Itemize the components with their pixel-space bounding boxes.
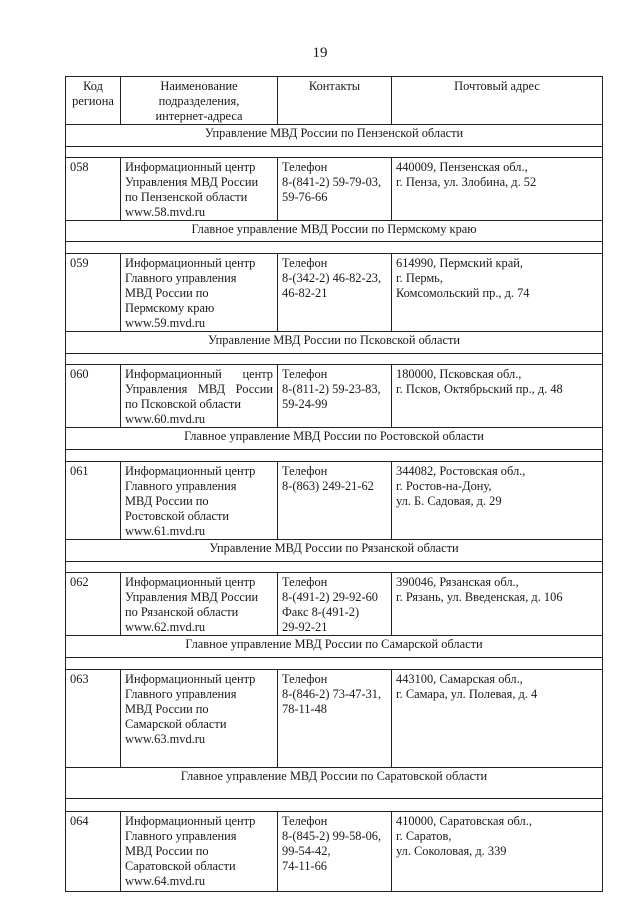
table-row [66, 462, 603, 540]
section-spacer-row [66, 450, 603, 462]
section-spacer-row [66, 562, 603, 573]
table-header-row [66, 77, 603, 125]
table-row [66, 670, 603, 768]
region-code-cell: 061 [66, 462, 121, 540]
contacts-cell: Телефон 8-(846-2) 73-47-31, 78-11-48 [278, 670, 392, 768]
section-title: Управление МВД России по Псковской области [66, 332, 603, 354]
postal-address-cell: 410000, Саратовская обл., г. Саратов, ул. Соколовая, д. 339 [392, 812, 603, 892]
section-title-row [66, 428, 603, 450]
postal-address-cell: 440009, Пензенская обл., г. Пенза, ул. Злобина, д. 52 [392, 158, 603, 221]
contacts-cell: Телефон 8-(841-2) 59-79-03, 59-76-66 [278, 158, 392, 221]
region-code-cell: 063 [66, 670, 121, 768]
section-spacer [66, 658, 603, 670]
unit-name-cell: Информационный центр Управления МВД России по Рязанской области www.62.mvd.ru [121, 573, 278, 636]
section-spacer-row [66, 147, 603, 158]
page-number: 19 [312, 45, 328, 61]
contacts-cell: Телефон 8-(845-2) 99-58-06, 99-54-42, 74-11-66 [278, 812, 392, 892]
contacts-cell: Телефон 8-(811-2) 59-23-83, 59-24-99 [278, 365, 392, 428]
section-spacer [66, 562, 603, 573]
section-spacer [66, 354, 603, 365]
section-title-row [66, 768, 603, 799]
section-spacer [66, 242, 603, 254]
contacts-cell: Телефон 8-(491-2) 29-92-60 Факс 8-(491-2) 29-92-21 [278, 573, 392, 636]
postal-address-cell: 180000, Псковская обл., г. Псков, Октябрьский пр., д. 48 [392, 365, 603, 428]
unit-name-cell: Информационный центр Главного управления МВД России по Ростовской области www.61.mvd.ru [121, 462, 278, 540]
region-code-cell: 064 [66, 812, 121, 892]
table-row [66, 573, 603, 636]
section-spacer [66, 799, 603, 812]
column-header-address: Почтовый адрес [392, 77, 603, 125]
column-header-contacts: Контакты [278, 77, 392, 125]
unit-name-cell: Информационный центр Главного управления МВД России по Самарской области www.63.mvd.ru [121, 670, 278, 768]
postal-address-cell: 390046, Рязанская обл., г. Рязань, ул. Введенская, д. 106 [392, 573, 603, 636]
section-spacer-row [66, 242, 603, 254]
unit-name-cell: Информационный центр Главного управления МВД России по Саратовской области www.64.mvd.ru [121, 812, 278, 892]
section-title: Управление МВД России по Рязанской области [66, 540, 603, 562]
unit-name-cell: Информационный центр Главного управления МВД России по Пермскому краю www.59.mvd.ru [121, 254, 278, 332]
contacts-cell: Телефон 8-(342-2) 46-82-23, 46-82-21 [278, 254, 392, 332]
contacts-cell: Телефон 8-(863) 249-21-62 [278, 462, 392, 540]
section-title: Главное управление МВД России по Саратовской области [66, 768, 603, 799]
section-title: Главное управление МВД России по Самарской области [66, 636, 603, 658]
section-spacer [66, 450, 603, 462]
table-row [66, 254, 603, 332]
section-spacer-row [66, 658, 603, 670]
region-code-cell: 059 [66, 254, 121, 332]
region-code-cell: 062 [66, 573, 121, 636]
region-code-cell: 058 [66, 158, 121, 221]
section-title: Главное управление МВД России по Пермскому краю [66, 221, 603, 242]
regional-info-centers-table [65, 76, 603, 892]
section-title-row [66, 332, 603, 354]
section-title-row [66, 636, 603, 658]
column-header-name: Наименование подразделения, интернет-адреса [121, 77, 278, 125]
unit-name-cell: Информационный центр Управления МВД России по Псковской области www.60.mvd.ru [121, 365, 278, 428]
section-title: Управление МВД России по Пензенской области [66, 125, 603, 147]
table-row [66, 158, 603, 221]
postal-address-cell: 443100, Самарская обл., г. Самара, ул. Полевая, д. 4 [392, 670, 603, 768]
table-row [66, 812, 603, 892]
table-row [66, 365, 603, 428]
section-title: Главное управление МВД России по Ростовской области [66, 428, 603, 450]
postal-address-cell: 614990, Пермский край, г. Пермь, Комсомольский пр., д. 74 [392, 254, 603, 332]
unit-name-cell: Информационный центр Управления МВД России по Пензенской области www.58.mvd.ru [121, 158, 278, 221]
section-title-row [66, 221, 603, 242]
section-spacer-row [66, 354, 603, 365]
section-spacer [66, 147, 603, 158]
section-title-row [66, 540, 603, 562]
section-spacer-row [66, 799, 603, 812]
region-code-cell: 060 [66, 365, 121, 428]
column-header-code: Код региона [66, 77, 121, 125]
postal-address-cell: 344082, Ростовская обл., г. Ростов-на-Дону, ул. Б. Садовая, д. 29 [392, 462, 603, 540]
section-title-row [66, 125, 603, 147]
